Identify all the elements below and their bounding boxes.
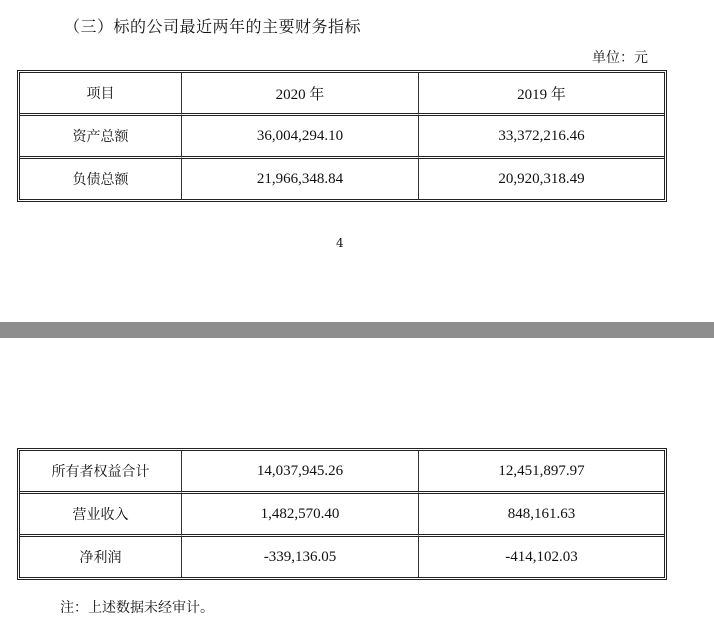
row-label: 所有者权益合计 bbox=[20, 451, 182, 494]
table-header-row bbox=[20, 73, 664, 116]
table-row bbox=[20, 494, 664, 537]
header-item: 项目 bbox=[20, 73, 182, 116]
value-2020: -339,136.05 bbox=[182, 537, 419, 577]
header-2019: 2019 年 bbox=[419, 73, 664, 116]
header-2020: 2020 年 bbox=[182, 73, 419, 116]
page-number: 4 bbox=[336, 236, 344, 250]
value-2019: 33,372,216.46 bbox=[419, 116, 664, 159]
value-2020: 1,482,570.40 bbox=[182, 494, 419, 537]
row-label: 营业收入 bbox=[20, 494, 182, 537]
row-label: 资产总额 bbox=[20, 116, 182, 159]
value-2019: 20,920,318.49 bbox=[498, 170, 585, 187]
value-2019: 848,161.63 bbox=[419, 494, 664, 537]
page-break bbox=[0, 322, 714, 338]
value-2019: -414,102.03 bbox=[505, 548, 578, 565]
table-row bbox=[20, 451, 664, 494]
row-label: 净利润 bbox=[20, 537, 182, 577]
value-2020: 14,037,945.26 bbox=[182, 451, 419, 494]
financial-table-top bbox=[17, 70, 667, 202]
row-label: 负债总额 bbox=[20, 159, 182, 199]
table-row bbox=[20, 116, 664, 159]
value-2020: 21,966,348.84 bbox=[182, 159, 419, 199]
section-heading: （三）标的公司最近两年的主要财务指标 bbox=[64, 17, 362, 36]
value-2020: 36,004,294.10 bbox=[182, 116, 419, 159]
table-row bbox=[20, 159, 664, 199]
unit-label: 单位：元 bbox=[592, 50, 648, 66]
value-2019: 12,451,897.97 bbox=[419, 451, 664, 494]
financial-table-bottom bbox=[17, 448, 667, 580]
table-row bbox=[20, 537, 664, 577]
footnote: 注：上述数据未经审计。 bbox=[60, 600, 214, 616]
